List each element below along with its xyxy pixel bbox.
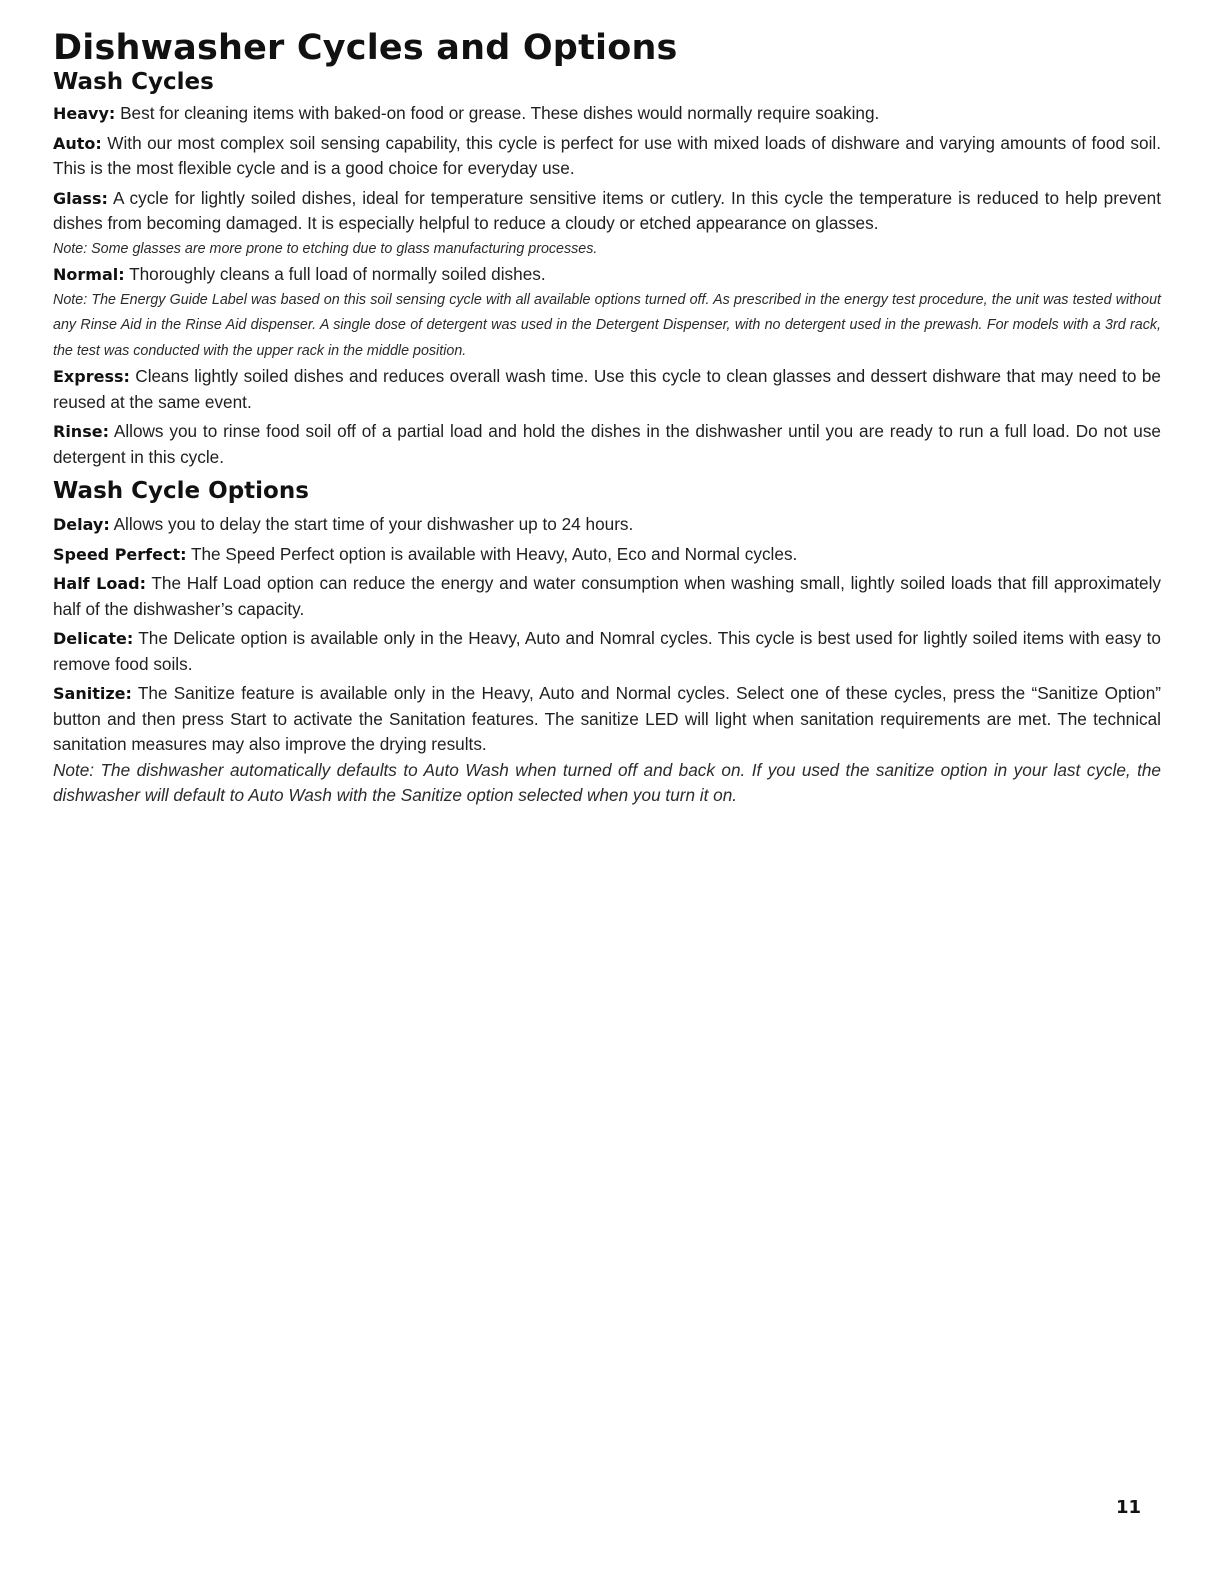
cycle-express-text: Cleans lightly soiled dishes and reduces overall wash time. Use this cycle to clean glasses and dessert dishware that may need to be reused at the same event. xyxy=(53,366,1161,412)
cycle-normal-text: Thoroughly cleans a full load of normally soiled dishes. xyxy=(124,264,546,284)
cycle-express-term: Express: xyxy=(53,367,130,386)
cycle-normal-term: Normal: xyxy=(53,265,125,284)
cycle-rinse xyxy=(53,419,1161,470)
option-speed-perfect-text: The Speed Perfect option is available with Heavy, Auto, Eco and Normal cycles. xyxy=(186,543,798,564)
cycle-glass xyxy=(53,186,1161,237)
cycle-glass-term: Glass: xyxy=(53,188,108,208)
option-delay-text: Allows you to delay the start time of your dishwasher up to 24 hours. xyxy=(109,514,634,534)
option-sanitize-text: The Sanitize feature is available only in the Heavy, Auto and Normal cycles. Select one of these cycles, press the “Sanitize Option” button and then press Start to activate the Sanitation features. The sanitize LED will light when sanitation requirements are met. The technical sanitation measures may also improve the drying results. xyxy=(53,683,1161,754)
cycle-normal-note: Note: The Energy Guide Label was based on this soil sensing cycle with all available options turned off. As prescribed in the energy test procedure, the unit was tested without any Rinse Aid in the Rinse Aid dispenser. A single dose of detergent was used in the Detergent Dispenser, with no detergent used in the prewash. For models with a 3rd rack, the test was conducted with the upper rack in the middle position. xyxy=(53,291,1161,359)
cycle-heavy-text: Best for cleaning items with baked-on food or grease. These dishes would normally require soaking. xyxy=(115,103,880,123)
option-delay-term: Delay: xyxy=(53,515,110,534)
cycle-normal xyxy=(53,262,1161,288)
manual-page xyxy=(53,26,1161,813)
cycle-heavy-term: Heavy: xyxy=(53,104,116,123)
wash-cycle-options-heading: Wash Cycle Options xyxy=(53,478,309,504)
option-speed-perfect xyxy=(53,542,1161,568)
option-half-load-term: Half Load: xyxy=(53,574,146,593)
cycle-rinse-term: Rinse: xyxy=(53,422,109,441)
cycle-express xyxy=(53,364,1161,415)
option-half-load-text: The Half Load option can reduce the energy and water consumption when washing small, lightly soiled loads that fill approximately half of the dishwasher’s capacity. xyxy=(53,573,1161,619)
option-sanitize-term: Sanitize: xyxy=(53,684,132,703)
option-delay xyxy=(53,512,1161,538)
option-delicate-term: Delicate: xyxy=(53,629,134,648)
page-number: 11 xyxy=(1115,1497,1141,1518)
page-title: Dishwasher Cycles and Options xyxy=(53,28,678,68)
wash-cycles-heading: Wash Cycles xyxy=(53,69,214,95)
cycle-rinse-text: Allows you to rinse food soil off of a partial load and hold the dishes in the dishwasher until you are ready to run a full load. Do not use detergent in this cycle. xyxy=(53,421,1161,467)
cycle-auto-term: Auto: xyxy=(53,133,102,153)
cycle-auto xyxy=(53,131,1161,182)
option-sanitize xyxy=(53,681,1161,758)
option-half-load xyxy=(53,571,1161,622)
option-speed-perfect-term: Speed Perfect: xyxy=(53,544,187,564)
option-delicate-text: The Delicate option is available only in the Heavy, Auto and Nomral cycles. This cycle is best used for lightly soiled items with easy to remove food soils. xyxy=(53,628,1161,674)
cycle-glass-text: A cycle for lightly soiled dishes, ideal for temperature sensitive items or cutlery. In this cycle the temperature is reduced to help prevent dishes from becoming damaged. It is especially helpful to reduce a cloudy or etched appearance on glasses. xyxy=(53,187,1161,233)
option-sanitize-note: Note: The dishwasher automatically defaults to Auto Wash when turned off and back on. If you used the sanitize option in your last cycle, the dishwasher will default to Auto Wash with the Sanitize option selected when you turn it on. xyxy=(53,759,1161,805)
cycle-glass-note: Note: Some glasses are more prone to etching due to glass manufacturing processes. xyxy=(53,240,598,257)
cycle-heavy xyxy=(53,101,1161,127)
option-delicate xyxy=(53,626,1161,677)
cycle-auto-text: With our most complex soil sensing capability, this cycle is perfect for use with mixed loads of dishware and varying amounts of food soil. This is the most flexible cycle and is a good choice for everyday use. xyxy=(53,132,1161,178)
